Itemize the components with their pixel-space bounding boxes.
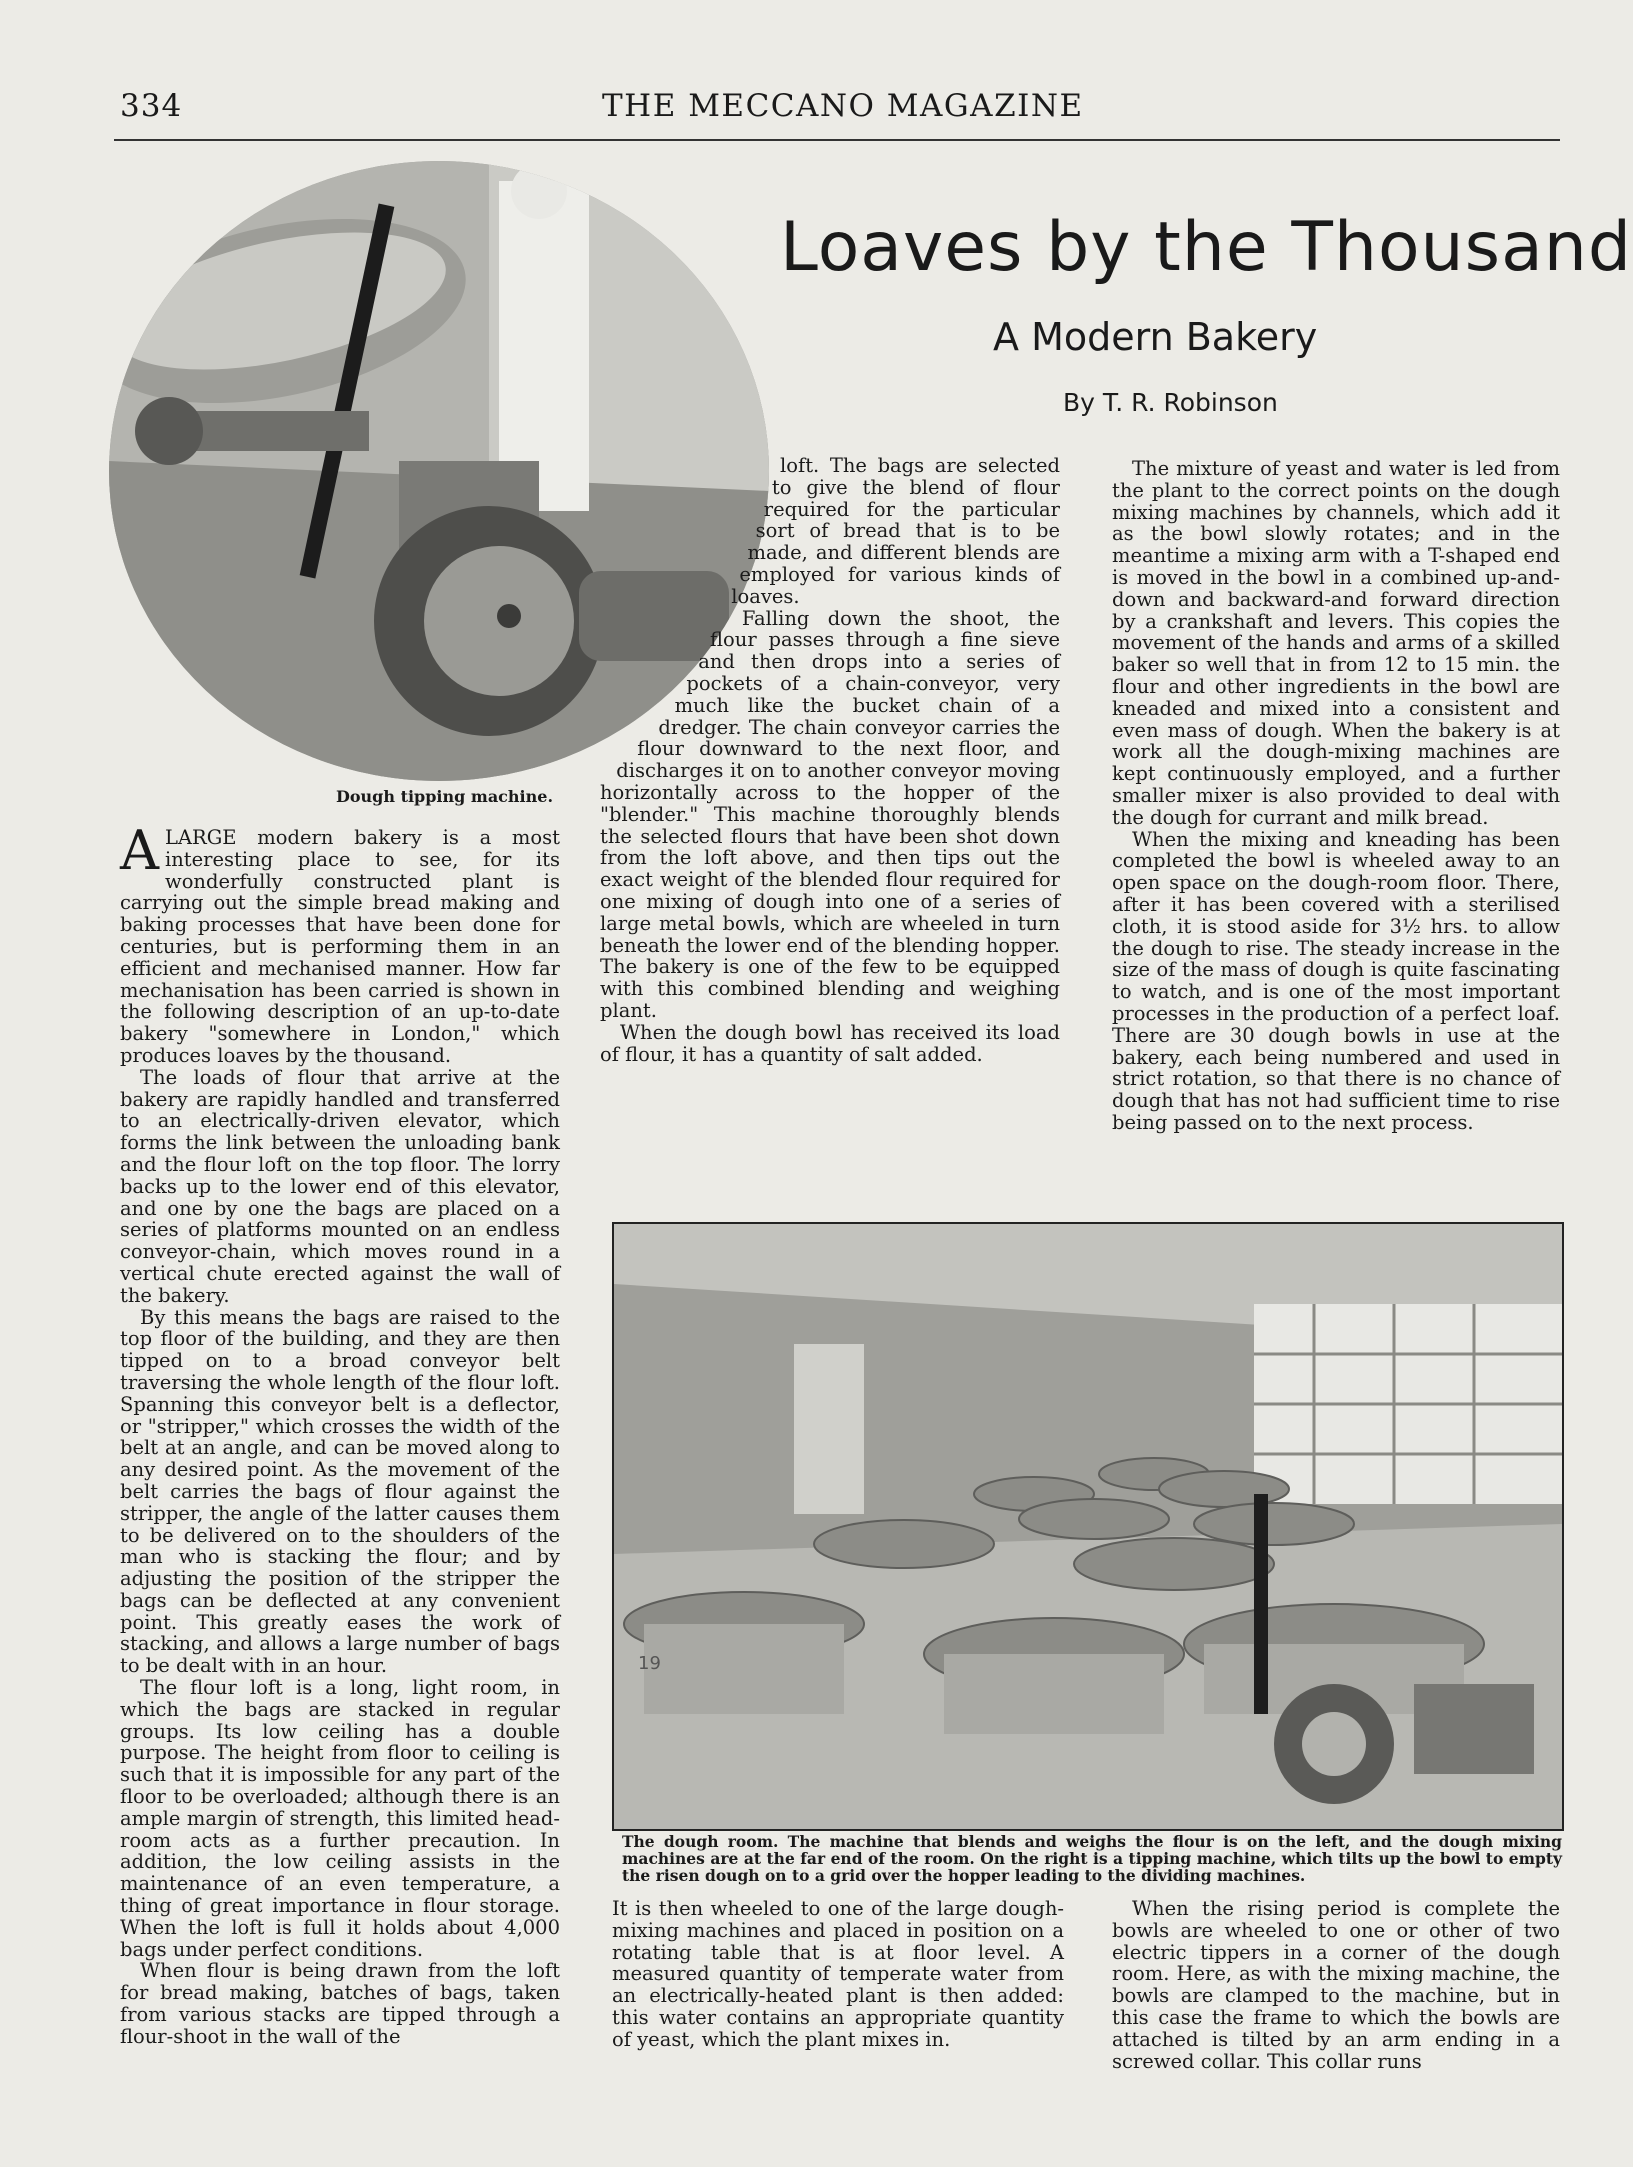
paragraph: When the mixing and kneading has been completed the bowl is wheeled away to an open space on the dough-room floor. There, after it has been covered with a sterilised cloth, it is stood aside for 3½ hrs. to allow the dough to rise. The steady increase in the size of the mass of dough is quite fascinating to watch, and is one of the most important processes in the production of a perfect loaf. There are 30 dough bowls in use at the bakery, each being numbered and used in strict rotation, so that there is no chance of dough that has not had sufficient time to rise being passed on to the next process.: [1112, 827, 1560, 1134]
paragraph: When the dough bowl has received its load of flour, it has a quantity of salt added.: [600, 1020, 1060, 1066]
paragraph: By this means the bags are raised to the top floor of the building, and they are then tipped on to a broad conveyor belt traversing the whole length of the flour loft. Spanning this conveyor belt is a deflector, or "stripper," which crosses the width of the belt at an angle, and can be moved along to any desired point. As the movement of the belt carries the bags of flour against the stripper, the angle of the latter causes them to be delivered on to the shoulders of the man who is stacking the flour; and by adjusting the position of the stripper the bags can be deflected at any convenient point. This greatly eases the work of stacking, and allows a large number of bags to be dealt with in an hour.: [120, 1305, 560, 1678]
dough-room-photo: [612, 1222, 1564, 1831]
tipping-machine-caption: Dough tipping machine.: [336, 787, 554, 806]
bowl-number: 19: [638, 1653, 661, 1674]
paragraph: When flour is being drawn from the loft for bread making, batches of bags, taken from various stacks are tipped through a flour-shoot in the wall of the: [120, 1959, 560, 2048]
header-rule: [114, 139, 1560, 141]
column-1: [120, 819, 560, 2048]
dough-room-caption: The dough room. The machine that blends and weighs the flour is on the left, and the dough mixing machines are at the far end of the room. On the right is a tipping machine, which tilts up the bowl to empty the risen dough on to a grid over the hopper leading to the dividing machines.: [622, 1832, 1562, 1885]
dough-room-illustration: [614, 1224, 1562, 1829]
article-title: Loaves by the Thousand: [780, 208, 1633, 287]
paragraph: The mixture of yeast and water is led from the plant to the correct points on the dough mixing machines by channels, which add it as the bowl slowly rotates; and in the meantime a mixing arm with a T-shaped end is moved in the bowl in a combined up-and-down and backward-and forward direction by a crankshaft and levers. This copies the movement of the hands and arms of a skilled baker so well that in from 12 to 15 min. the flour and other ingredients in the bowl are kneaded and mixed into a consistent and even mass of dough. When the bakery is at work all the dough-mixing machines are kept continuously employed, and a further smaller mixer is also provided to deal with the dough for currant and milk bread.: [1112, 457, 1560, 829]
drop-cap: A: [120, 819, 159, 882]
paragraph: It is then wheeled to one of the large dough-mixing machines and placed in position on a rotating table that is at floor level. A measured quantity of temperate water from an electrically-heated plant is then added: this water contains an appropriate quantity of yeast, which the plant mixes in.: [612, 1897, 1064, 2051]
column-4: [612, 1898, 1064, 2051]
paragraph: The loads of flour that arrive at the bakery are rapidly handled and transferred to an electrically-driven elevator, which forms the link between the unloading bank and the flour loft on the top floor. The lorry backs up to the lower end of this elevator, and one by one the bags are placed on a series of platforms mounted on an endless conveyor-chain, which moves round in a vertical chute erected against the wall of the bakery.: [120, 1065, 560, 1307]
article-subtitle: A Modern Bakery: [993, 315, 1318, 359]
column-3: [1112, 458, 1560, 1134]
column-5: [1112, 1898, 1560, 2072]
paragraph: When the rising period is complete the bowls are wheeled to one or other of two electric tippers in a corner of the dough room. Here, as with the mixing machine, the bowls are clamped to the machine, but in this case the frame to which the bowls are attached is tilted by an arm ending in a screwed collar. This collar runs: [1112, 1897, 1560, 2073]
column-2: [600, 455, 1060, 1065]
article-byline: By T. R. Robinson: [1063, 388, 1278, 417]
paragraph: loft. The bags are selected to give the blend of flour required for the particular sort of bread that is to be made, and different blends are employed for various kinds of loaves.: [731, 454, 1060, 608]
paragraph: A LARGE modern bakery is a most interesting place to see, for its wonderfully constructed plant is carrying out the simple bread making and baking processes that have been done for centuries, but is performing them in an efficient and mechanised manner. How far mechanisation has been carried is shown in the following description of an up-to-date bakery "somewhere in London," which produces loaves by the thousand.: [120, 819, 560, 1067]
magazine-title: THE MECCANO MAGAZINE: [602, 88, 1084, 124]
paragraph: Falling down the shoot, the flour passes through a fine sieve and then drops into a series of pockets of a chain-conveyor, very much like the bucket chain of a dredger. The chain conveyor carries the flour downward to the next floor, and discharges it on to another conveyor moving horizontally across to the hopper of the "blender." This machine thoroughly blends the selected flours that have been shot down from the loft above, and then tips out the exact weight of the blended flour required for one mixing of dough into one of a series of large metal bowls, which are wheeled in turn beneath the lower end of the blending hopper. The bakery is one of the few to be equipped with this combined blending and weighing plant.: [600, 606, 1060, 1022]
page-number: 334: [120, 88, 183, 124]
paragraph: The flour loft is a long, light room, in which the bags are stacked in regular groups. Its low ceiling has a double purpose. The height from floor to ceiling is such that it is impossible for any part of the floor to be overloaded; although there is an ample margin of strength, this limited head-room acts as a further precaution. In addition, the low ceiling assists in the maintenance of an even temperature, a thing of great importance in flour storage. When the loft is full it holds about 4,000 bags under perfect conditions.: [120, 1676, 560, 1961]
